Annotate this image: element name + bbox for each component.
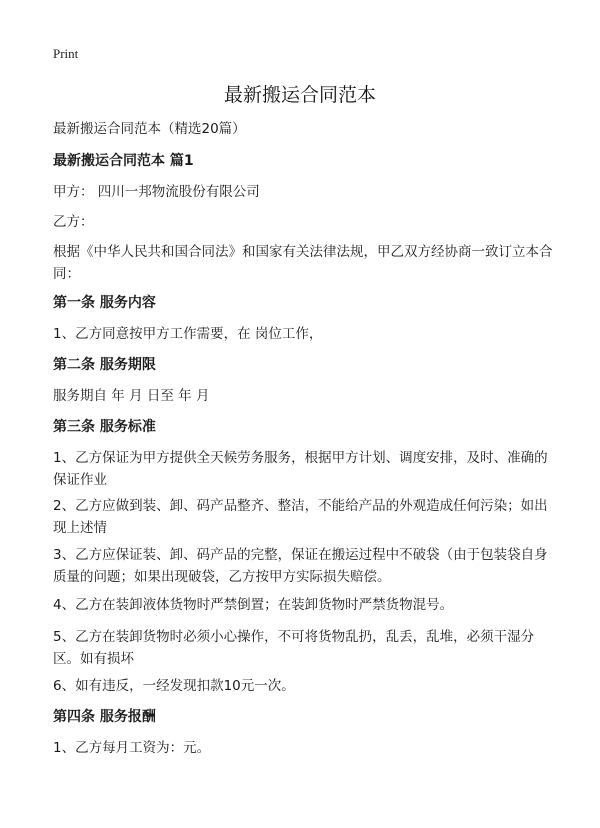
article-4-item-1: 1、乙方每月工资为：元。 (53, 740, 211, 756)
article-3-item-6: 6、如有违反，一经发现扣款10元一次。 (53, 678, 295, 694)
party-b: 乙方： (53, 214, 94, 230)
print-link[interactable]: Print (53, 46, 79, 61)
article-3-item-3: 3、乙方应保证装、卸、码产品的完整，保证在搬运过程中不破袋（由于包装袋自身质量的问题；如果出现破袋，乙方按甲方实际损失赔偿。 (53, 547, 548, 585)
article-3-item-5: 5、乙方在装卸货物时必须小心操作，不可将货物乱扔，乱丢，乱堆，必须干湿分区。如有损坏 (53, 629, 535, 667)
section-heading: 最新搬运合同范本 篇1 (53, 153, 194, 169)
article-3-heading: 第三条 服务标准 (53, 419, 156, 435)
article-2-item-1: 服务期自 年 月 日至 年 月 (53, 388, 210, 404)
article-3-item-1: 1、乙方保证为甲方提供全天候劳务服务，根据甲方计划、调度安排，及时、准确的保证作业 (53, 450, 548, 488)
article-4-heading: 第四条 服务报酬 (53, 709, 156, 725)
document-subtitle: 最新搬运合同范本（精选20篇） (53, 121, 246, 137)
article-3-item-2: 2、乙方应做到装、卸、码产品整齐、整洁，不能给产品的外观造成任何污染；如出现上述情 (53, 498, 548, 536)
article-2-heading: 第二条 服务期限 (53, 357, 156, 373)
article-1-item-1: 1、乙方同意按甲方工作需要，在 岗位工作， (53, 326, 323, 342)
party-a: 甲方： 四川一邦物流股份有限公司 (53, 184, 260, 200)
article-1-heading: 第一条 服务内容 (53, 295, 156, 311)
document-title: 最新搬运合同范本 (223, 84, 376, 106)
preamble: 根据《中华人民共和国合同法》和国家有关法律法规，甲乙双方经协商一致订立本合同： (53, 244, 553, 282)
article-3-item-4: 4、乙方在装卸液体货物时严禁倒置；在装卸货物时严禁货物混号。 (53, 597, 454, 613)
